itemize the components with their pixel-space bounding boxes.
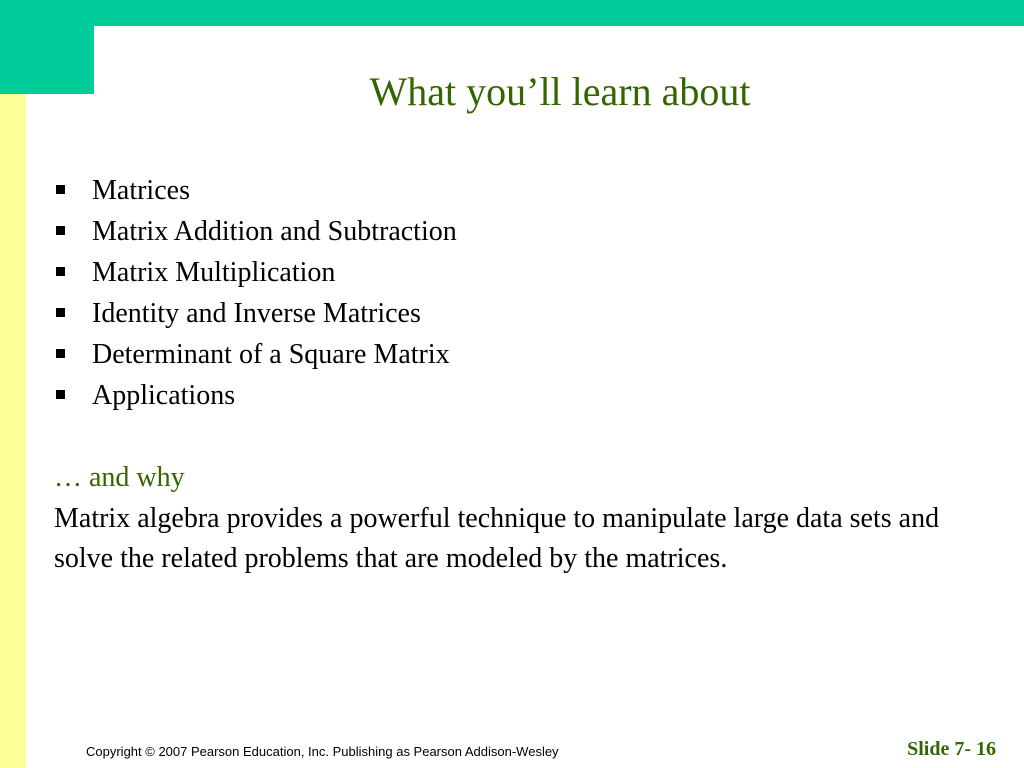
copyright-notice: Copyright © 2007 Pearson Education, Inc. Publishing as Pearson Addison-Wesley — [86, 744, 559, 759]
square-bullet-icon — [56, 349, 65, 358]
square-bullet-icon — [56, 226, 65, 235]
square-bullet-icon — [56, 185, 65, 194]
slide-number: Slide 7- 16 — [907, 738, 996, 760]
why-paragraph: Matrix algebra provides a powerful technique to manipulate large data sets and solve the related problems that are modeled by the matrices. — [54, 503, 940, 574]
square-bullet-icon — [56, 390, 65, 399]
top-accent-bar — [0, 0, 1024, 26]
why-heading: … and why — [54, 462, 185, 493]
square-bullet-icon — [56, 308, 65, 317]
list-item-text: Determinant of a Square Matrix — [92, 339, 450, 370]
list-item-text: Matrix Multiplication — [92, 257, 336, 288]
square-bullet-icon — [56, 267, 65, 276]
topic-list — [52, 170, 457, 416]
list-item — [52, 252, 457, 293]
list-item — [52, 334, 457, 375]
list-item — [52, 170, 457, 211]
list-item — [52, 293, 457, 334]
side-accent-bar — [0, 94, 26, 768]
slide-title: What you’ll learn about — [369, 69, 751, 114]
list-item — [52, 375, 457, 416]
list-item-text: Identity and Inverse Matrices — [92, 298, 421, 329]
corner-accent-block — [0, 0, 94, 94]
list-item-text: Applications — [92, 380, 236, 411]
list-item-text: Matrix Addition and Subtraction — [92, 216, 457, 247]
list-item-text: Matrices — [92, 175, 190, 206]
list-item — [52, 211, 457, 252]
